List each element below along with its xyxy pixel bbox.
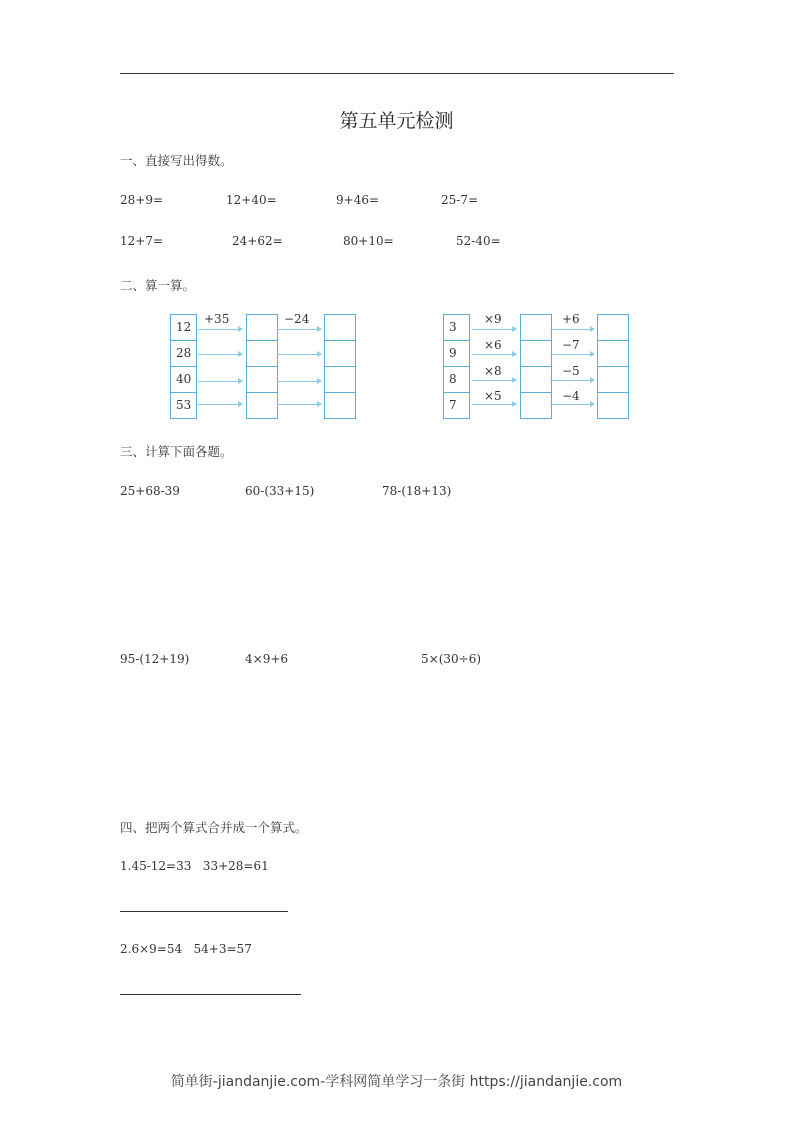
answer-box[interactable] bbox=[325, 315, 355, 341]
header-rule bbox=[120, 73, 674, 74]
problem: 24+62= bbox=[232, 234, 283, 248]
answer-column bbox=[520, 314, 552, 419]
input-cell: 28 bbox=[171, 341, 196, 367]
answer-line[interactable] bbox=[120, 994, 301, 995]
operation-label: ×8 bbox=[484, 364, 502, 378]
problem: 60-(33+15) bbox=[245, 484, 315, 498]
answer-box[interactable] bbox=[521, 393, 551, 418]
answer-box[interactable] bbox=[598, 341, 628, 367]
operation-label: −7 bbox=[562, 338, 580, 352]
arrow-icon bbox=[198, 354, 242, 355]
problem: 4×9+6 bbox=[245, 652, 289, 666]
arrow-icon bbox=[472, 404, 516, 405]
section-2-heading: 二、算一算。 bbox=[120, 278, 196, 293]
arrow-icon bbox=[550, 380, 594, 381]
arrow-icon bbox=[198, 381, 242, 382]
operation-label: −5 bbox=[562, 364, 580, 378]
arrow-icon bbox=[277, 354, 321, 355]
problem: 12+40= bbox=[226, 193, 277, 207]
input-cell: 12 bbox=[171, 315, 196, 341]
section-4-heading: 四、把两个算式合并成一个算式。 bbox=[120, 820, 308, 835]
input-cell: 3 bbox=[444, 315, 469, 341]
input-cell: 9 bbox=[444, 341, 469, 367]
arrow-icon bbox=[550, 404, 594, 405]
input-column-right bbox=[443, 314, 470, 419]
section-3-heading: 三、计算下面各题。 bbox=[120, 444, 233, 459]
operation-label: +6 bbox=[562, 312, 580, 326]
answer-box[interactable] bbox=[247, 393, 277, 418]
arrow-icon bbox=[198, 404, 242, 405]
problem: 25+68-39 bbox=[120, 484, 180, 498]
answer-column bbox=[324, 314, 356, 419]
operation-label: −24 bbox=[284, 312, 310, 326]
problem: 25-7= bbox=[441, 193, 479, 207]
answer-column bbox=[246, 314, 278, 419]
input-column-left bbox=[170, 314, 197, 419]
footer-watermark: 简单街-jiandanjie.com-学科网简单学习一条街 https://jiandanjie.com bbox=[170, 1074, 623, 1090]
answer-box[interactable] bbox=[521, 315, 551, 341]
answer-box[interactable] bbox=[521, 341, 551, 367]
answer-box[interactable] bbox=[598, 315, 628, 341]
answer-line[interactable] bbox=[120, 911, 288, 912]
arrow-icon bbox=[472, 354, 516, 355]
problem: 78-(18+13) bbox=[382, 484, 452, 498]
input-cell: 8 bbox=[444, 367, 469, 393]
arrow-icon bbox=[198, 329, 242, 330]
operation-label: +35 bbox=[204, 312, 230, 326]
answer-box[interactable] bbox=[325, 367, 355, 393]
problem: 28+9= bbox=[120, 193, 164, 207]
arrow-icon bbox=[472, 380, 516, 381]
answer-box[interactable] bbox=[325, 341, 355, 367]
input-cell: 7 bbox=[449, 398, 457, 412]
answer-box[interactable] bbox=[247, 315, 277, 341]
problem: 80+10= bbox=[343, 234, 394, 248]
operation-label: ×6 bbox=[484, 338, 502, 352]
arrow-icon bbox=[277, 381, 321, 382]
arrow-icon bbox=[550, 329, 594, 330]
problem: 95-(12+19) bbox=[120, 652, 190, 666]
answer-box[interactable] bbox=[521, 367, 551, 393]
operation-label: −4 bbox=[562, 389, 580, 403]
problem: 12+7= bbox=[120, 234, 164, 248]
answer-box[interactable] bbox=[598, 393, 628, 418]
problem: 5×(30÷6) bbox=[421, 652, 482, 666]
answer-box[interactable] bbox=[325, 393, 355, 418]
input-cell: 53 bbox=[176, 398, 192, 412]
section-1-heading: 一、直接写出得数。 bbox=[120, 153, 233, 168]
arrow-icon bbox=[472, 329, 516, 330]
page-title: 第五单元检测 bbox=[339, 110, 454, 132]
question-1: 1.45-12=33 33+28=61 bbox=[120, 859, 269, 873]
operation-label: ×9 bbox=[484, 312, 502, 326]
answer-box[interactable] bbox=[598, 367, 628, 393]
answer-box[interactable] bbox=[247, 367, 277, 393]
problem: 9+46= bbox=[336, 193, 380, 207]
input-cell: 40 bbox=[171, 367, 196, 393]
problem: 52-40= bbox=[456, 234, 501, 248]
arrow-icon bbox=[550, 354, 594, 355]
arrow-icon bbox=[277, 329, 321, 330]
answer-column bbox=[597, 314, 629, 419]
operation-label: ×5 bbox=[484, 389, 502, 403]
arrow-icon bbox=[277, 404, 321, 405]
question-2: 2.6×9=54 54+3=57 bbox=[120, 942, 252, 956]
answer-box[interactable] bbox=[247, 341, 277, 367]
